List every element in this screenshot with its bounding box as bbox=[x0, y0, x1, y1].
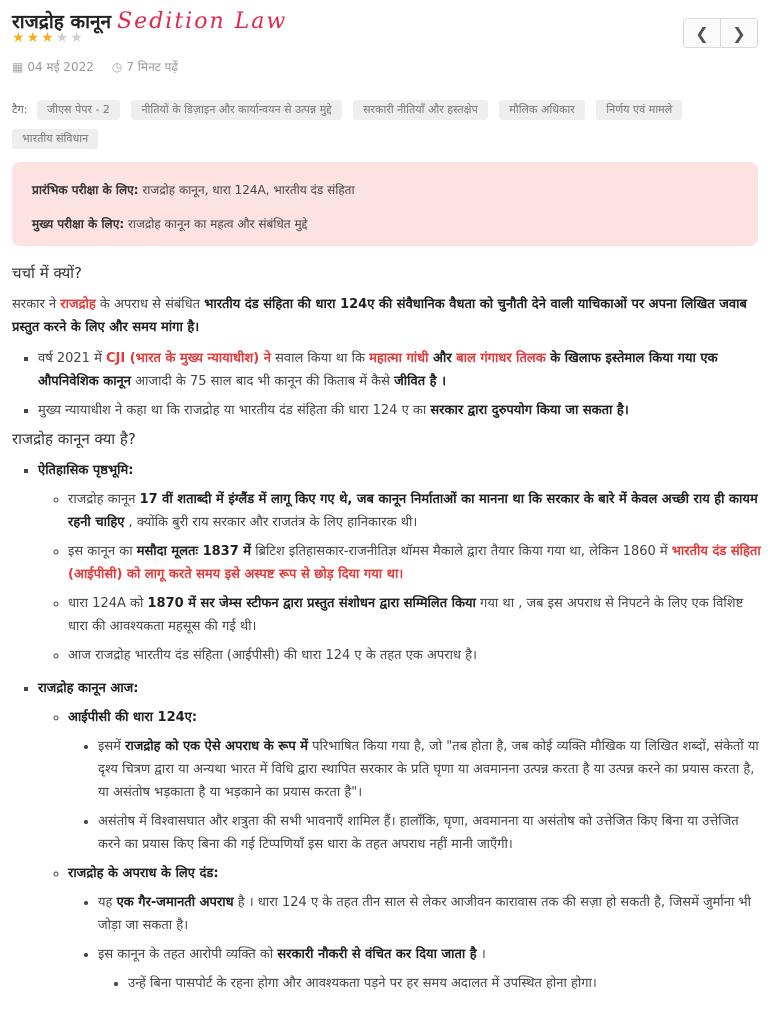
list-item bbox=[68, 592, 764, 638]
text-span: सवाल किया था कि bbox=[270, 351, 370, 366]
handwritten-annotation: Sedition Law bbox=[117, 9, 288, 34]
mains-text: राजद्रोह कानून का महत्व और संबंधित मुद्दे bbox=[124, 217, 308, 231]
bold-text: आईपीसी की धारा 124ए: bbox=[68, 710, 198, 725]
text-span: है । धारा 124 ए के तहत तीन साल से लेकर आजीवन कारावास तक की सज़ा हो सकती है, जिसमें जुर्माना भी जोड़ा जा सकता है। bbox=[98, 895, 751, 933]
tag-item[interactable]: मौलिक अधिकार bbox=[499, 100, 585, 120]
news-bullets bbox=[12, 347, 764, 422]
tag-list bbox=[12, 97, 756, 155]
text-span: इस कानून का bbox=[68, 544, 137, 559]
text-span: इसमें bbox=[98, 739, 126, 754]
tag-item[interactable]: सरकारी नीतियाँ और हस्तक्षेप bbox=[353, 100, 488, 120]
bold-text: सरकारी नौकरी से वंचित कर दिया जाता है bbox=[277, 947, 477, 962]
intro-paragraph bbox=[12, 293, 764, 339]
text-span: के अपराध से संबंधित bbox=[95, 297, 205, 312]
article-body bbox=[12, 262, 764, 1001]
list-item bbox=[38, 677, 764, 995]
bold-text: मसौदा मूलतः 1837 में bbox=[136, 544, 252, 559]
exam-focus-box bbox=[12, 162, 758, 246]
star-icon[interactable]: ★ bbox=[70, 30, 85, 46]
tags-label: टैग: bbox=[12, 103, 28, 116]
list-item bbox=[38, 459, 764, 667]
ipc-list bbox=[68, 735, 764, 856]
history-list bbox=[38, 488, 764, 667]
bold-text: ऐतिहासिक पृष्ठभूमि: bbox=[38, 463, 134, 478]
list-item bbox=[38, 399, 764, 422]
list-item: ◦ आज राजद्रोह भारतीय दंड संहिता (आईपीसी) की धारा 124 ए के तहत एक अपराध है। bbox=[68, 644, 764, 667]
bold-text: 17 वीं शताब्दी में इंग्लैंड में लागू किए गए थे, जब कानून निर्माताओं का मानना था कि सरकार के बारे में केवल अच्छी राय ही कायम रहनी चाहिए bbox=[68, 492, 758, 530]
bold-text: जीवित है । bbox=[394, 374, 446, 389]
read-time: 7 मिनट पढ़ें bbox=[126, 60, 179, 74]
list-item bbox=[68, 862, 764, 995]
article-meta bbox=[12, 58, 178, 75]
text-span: मुख्य न्यायाधीश ने कहा था कि राजद्रोह या भारतीय दंड संहिता की धारा 124 ए का bbox=[38, 403, 431, 418]
list-item bbox=[98, 735, 764, 804]
highlight-text: बाल गंगाधर तिलक bbox=[456, 351, 546, 366]
bold-text: भारतीय दंड संहिता की धारा 124ए की संवैधानिक वैधता को चुनौती देने वाली याचिकाओं पर अपना लिखित जवाब प्रस्तुत करने के लिए और समय मांगा है। bbox=[12, 297, 747, 335]
tag-item[interactable]: भारतीय संविधान bbox=[12, 129, 98, 149]
text-span: आजादी के 75 साल बाद भी कानून की किताब में कैसे bbox=[131, 374, 395, 389]
text-span: परिभाषित किया गया है, जो "तब होता है, जब कोई व्यक्ति मौखिक या लिखित शब्दों, संकेतों या दृश्य चित्रण द्वारा या अन्यथा भारत में विधि द्वारा स्थापित सरकार के प्रति घृणा या अवमानना उत्पन्न करता है या उत्पन्न करने का प्रयास करता है, या असंतोष भड़काता है या भड़काने का प्रयास करता है"। bbox=[98, 739, 759, 800]
text-span: यह bbox=[98, 895, 117, 910]
list-item bbox=[98, 891, 764, 937]
bold-text: के खिलाफ इस्तेमाल किया गया एक औपनिवेशिक कानून bbox=[38, 351, 718, 389]
list-item bbox=[68, 540, 764, 586]
list-item: • उन्हें बिना पासपोर्ट के रहना होगा और आवश्यकता पड़ने पर हर समय अदालत में उपस्थित होना होगा। bbox=[128, 972, 764, 995]
law-outline bbox=[12, 459, 764, 995]
bold-text: सरकार द्वारा दुरुपयोग किया जा सकता है। bbox=[430, 403, 629, 418]
bold-text: और bbox=[428, 351, 457, 366]
text-span: वर्ष 2021 में bbox=[38, 351, 106, 366]
tag-item[interactable]: नीतियों के डिज़ाइन और कार्यान्वयन से उत्पन्न मुद्दे bbox=[131, 100, 341, 120]
punishment-list bbox=[68, 891, 764, 995]
list-item bbox=[68, 706, 764, 856]
section-heading: चर्चा में क्यों? bbox=[12, 264, 83, 282]
chevron-left-icon: ❮ bbox=[695, 23, 709, 43]
calendar-icon: ▦ bbox=[12, 60, 24, 74]
tag-item[interactable]: जीएस पेपर - 2 bbox=[37, 100, 120, 120]
clock-icon: ◷ bbox=[111, 60, 123, 74]
passport-list bbox=[98, 972, 764, 995]
prelim-line bbox=[32, 181, 355, 198]
text-span: इस कानून के तहत आरोपी व्यक्ति को bbox=[98, 947, 278, 962]
read-time-meta bbox=[112, 58, 178, 75]
bold-text: राजद्रोह के अपराध के लिए दंड: bbox=[68, 866, 219, 881]
highlight-text: राजद्रोह bbox=[60, 297, 96, 312]
mains-line bbox=[32, 215, 307, 232]
star-icon[interactable]: ★ bbox=[55, 30, 71, 46]
section-heading: राजद्रोह कानून क्या है? bbox=[12, 430, 136, 448]
tag-item[interactable]: निर्णय एवं मामले bbox=[596, 100, 682, 120]
text-span: राजद्रोह कानून bbox=[68, 492, 140, 507]
chevron-right-icon: ❯ bbox=[732, 23, 746, 43]
rating-stars[interactable] bbox=[12, 30, 85, 46]
today-list bbox=[38, 706, 764, 995]
date-meta bbox=[12, 58, 94, 75]
list-item: • असंतोष में विश्वासघात और शत्रुता की सभी भावनाएँ शामिल हैं। हालाँकि, घृणा, अवमानना या असंतोष को उत्तेजित किए बिना या उत्तेजित करने का प्रयास किए बिना की गई टिप्पणियाँ इस धारा के तहत अपराध नहीं मानी जाएँगी। bbox=[98, 810, 764, 856]
text-span: सरकार ने bbox=[12, 297, 61, 312]
highlight-text: भारतीय दंड संहिता (आईपीसी) को लागू करते समय इसे अस्पष्ट रूप से छोड़ दिया गया था। bbox=[68, 544, 761, 582]
bold-text: एक गैर-जमानती अपराध bbox=[116, 895, 234, 910]
text-span: , क्योंकि बुरी राय सरकार और राजतंत्र के लिए हानिकारक थी। bbox=[124, 515, 418, 530]
page-title: राजद्रोह कानून bbox=[12, 11, 112, 33]
list-item bbox=[98, 943, 764, 995]
text-span: धारा 124A को bbox=[68, 596, 148, 611]
next-article-button[interactable] bbox=[720, 19, 757, 47]
mains-label: मुख्य परीक्षा के लिए: bbox=[32, 217, 125, 231]
star-icon[interactable]: ★ bbox=[12, 30, 27, 46]
prev-article-button[interactable] bbox=[684, 19, 720, 47]
prelim-label: प्रारंभिक परीक्षा के लिए: bbox=[32, 183, 139, 197]
text-span: गया था , जब इस अपराध से निपटने के लिए एक विशिष्ट धारा की आवश्यकता महसूस की गई थी। bbox=[68, 596, 744, 634]
bold-text: 1870 में सर जेम्स स्टीफन द्वारा प्रस्तुत संशोधन द्वारा सम्मिलित किया bbox=[147, 596, 476, 611]
star-icon[interactable]: ★ bbox=[41, 30, 56, 46]
article-nav bbox=[683, 18, 758, 48]
prelim-text: राजद्रोह कानून, धारा 124A, भारतीय दंड संहिता bbox=[138, 183, 355, 197]
publish-date: 04 मई 2022 bbox=[27, 60, 94, 74]
text-span: । bbox=[476, 947, 486, 962]
list-item bbox=[68, 488, 764, 534]
bold-text: राजद्रोह को एक ऐसे अपराध के रूप में bbox=[125, 739, 309, 754]
bold-text: राजद्रोह कानून आज: bbox=[38, 681, 139, 696]
text-span: ब्रिटिश इतिहासकार-राजनीतिज्ञ थॉमस मैकाले द्वारा तैयार किया गया था, लेकिन 1860 में bbox=[251, 544, 672, 559]
highlight-text: CJI (भारत के मुख्य न्यायाधीश) ने bbox=[106, 351, 271, 366]
list-item bbox=[38, 347, 764, 393]
highlight-text: महात्मा गांधी bbox=[369, 351, 429, 366]
star-icon[interactable]: ★ bbox=[26, 30, 42, 46]
